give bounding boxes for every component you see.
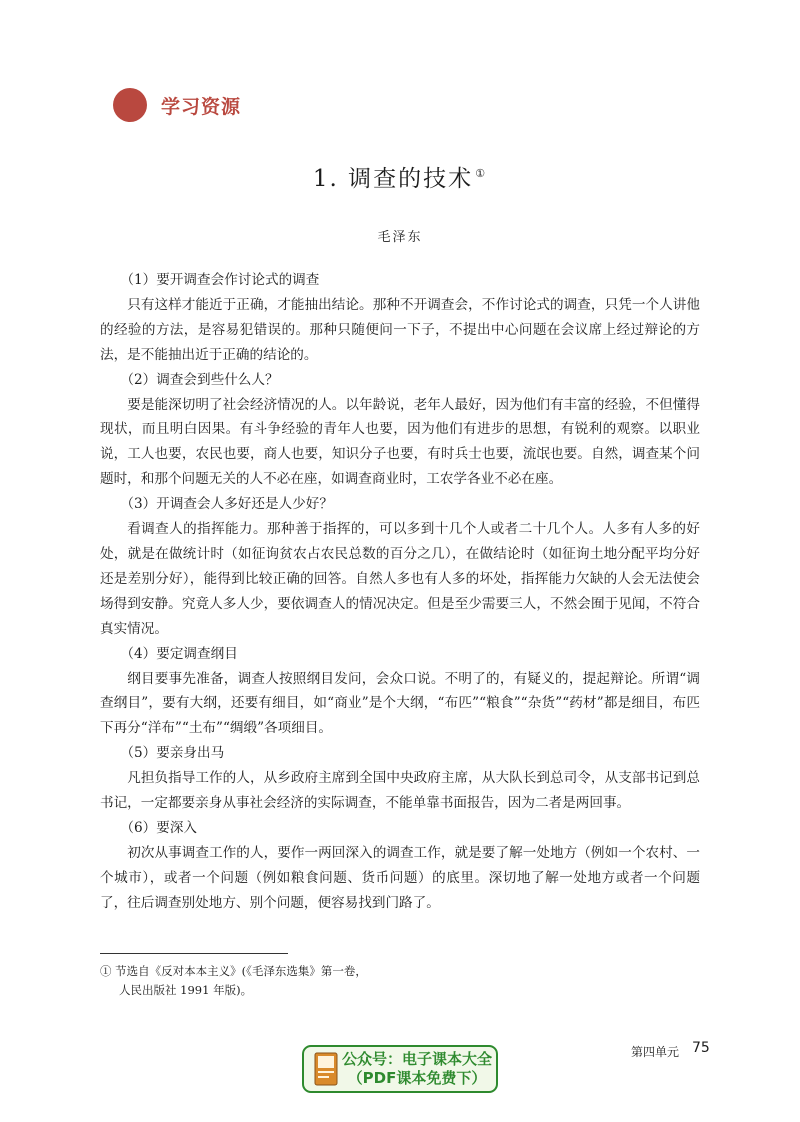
section-heading-6: （6）要深入 <box>120 819 198 836</box>
paragraph-1: 只有这样才能近于正确，才能抽出结论。那种不开调查会，不作讨论式的调查，只凭一个人讲他的经验的方法，是容易犯错误的。那种只随便问一下子，不提出中心问题在会议席上经过辩论的方法，是不能抽出近于正确的结论的。 <box>100 296 700 363</box>
paragraph-3: 看调查人的指挥能力。那种善于指挥的，可以多到十几个人或者二十几个人。人多有人多的好处，就是在做统计时（如征询贫农占农民总数的百分之几），在做结论时（如征询土地分配平均分好还是差别分好），能得到比较正确的回答。自然人多也有人多的坏处，指挥能力欠缺的人会无法使会场得到安静。究竟人多人少，要依调查人的情况决定。但是至少需要三人，不然会囿于见闻，不符合真实情况。 <box>100 521 700 637</box>
page-number: 75 <box>692 1040 710 1056</box>
paragraph-2: 要是能深切明了社会经济情况的人。以年龄说，老年人最好，因为他们有丰富的经验，不但懂得现状，而且明白因果。有斗争经验的青年人也要，因为他们有进步的思想，有锐利的观察。以职业说，工人也要，农民也要，商人也要，知识分子也要，有时兵士也要，流氓也要。自然，调查某个问题时，和那个问题无关的人不必在座，如调查商业时，工农学各业不必在座。 <box>100 396 700 488</box>
section-heading-1: （1）要开调查会作讨论式的调查 <box>120 272 320 288</box>
watermark-badge <box>302 1045 498 1093</box>
footnote-divider <box>100 953 288 954</box>
footnote-line-2: 人民出版社 1991 年版)。 <box>119 983 253 997</box>
paragraph-6: 初次从事调查工作的人，要作一两回深入的调查工作，就是要了解一处地方（例如一个农村、一个城市），或者一个问题（例如粮食问题、货币问题）的底里。深切地了解一处地方或者一个问题了，往后调查别处地方、别个问题，便容易找到门路了。 <box>100 844 700 911</box>
title-text: 1. 调查的技术 <box>312 166 474 192</box>
section-heading-2: （2）调查会到些什么人？ <box>120 371 279 388</box>
watermark-line-2: （PDF课本免费下） <box>347 1069 487 1087</box>
unit-label: 第四单元 <box>631 1045 680 1059</box>
section-dot-icon <box>113 88 147 122</box>
footnote-line-1: ① 节选自《反对本本主义》(《毛泽东选集》第一卷， <box>100 964 367 978</box>
watermark-line-1: 公众号：电子课本大全 <box>341 1050 492 1068</box>
article-body <box>100 268 700 916</box>
article-title <box>0 160 800 193</box>
footnote <box>100 962 520 1000</box>
section-heading-4: （4）要定调查纲目 <box>120 645 238 662</box>
footnote-ref[interactable]: ① <box>475 167 488 181</box>
section-heading-3: （3）开调查会人多好还是人少好？ <box>120 496 333 513</box>
section-header <box>113 88 241 122</box>
section-heading-5: （5）要亲身出马 <box>120 745 225 762</box>
book-logo-icon <box>314 1052 338 1086</box>
author: 毛泽东 <box>377 230 423 245</box>
paragraph-4: 纲目要事先准备，调查人按照纲目发问，会众口说。不明了的，有疑义的，提起辩论。所谓“调查纲目”，要有大纲，还要有细目，如“商业”是个大纲，“布匹”“粮食”“杂货”“药材”都是细目，布匹下再分“洋布”“土布”“绸缎”各项细目。 <box>100 670 700 737</box>
paragraph-5: 凡担负指导工作的人，从乡政府主席到全国中央政府主席，从大队长到总司令，从支部书记到总书记，一定都要亲身从事社会经济的实际调查，不能单靠书面报告，因为二者是两回事。 <box>100 770 700 812</box>
section-label: 学习资源 <box>161 95 242 118</box>
